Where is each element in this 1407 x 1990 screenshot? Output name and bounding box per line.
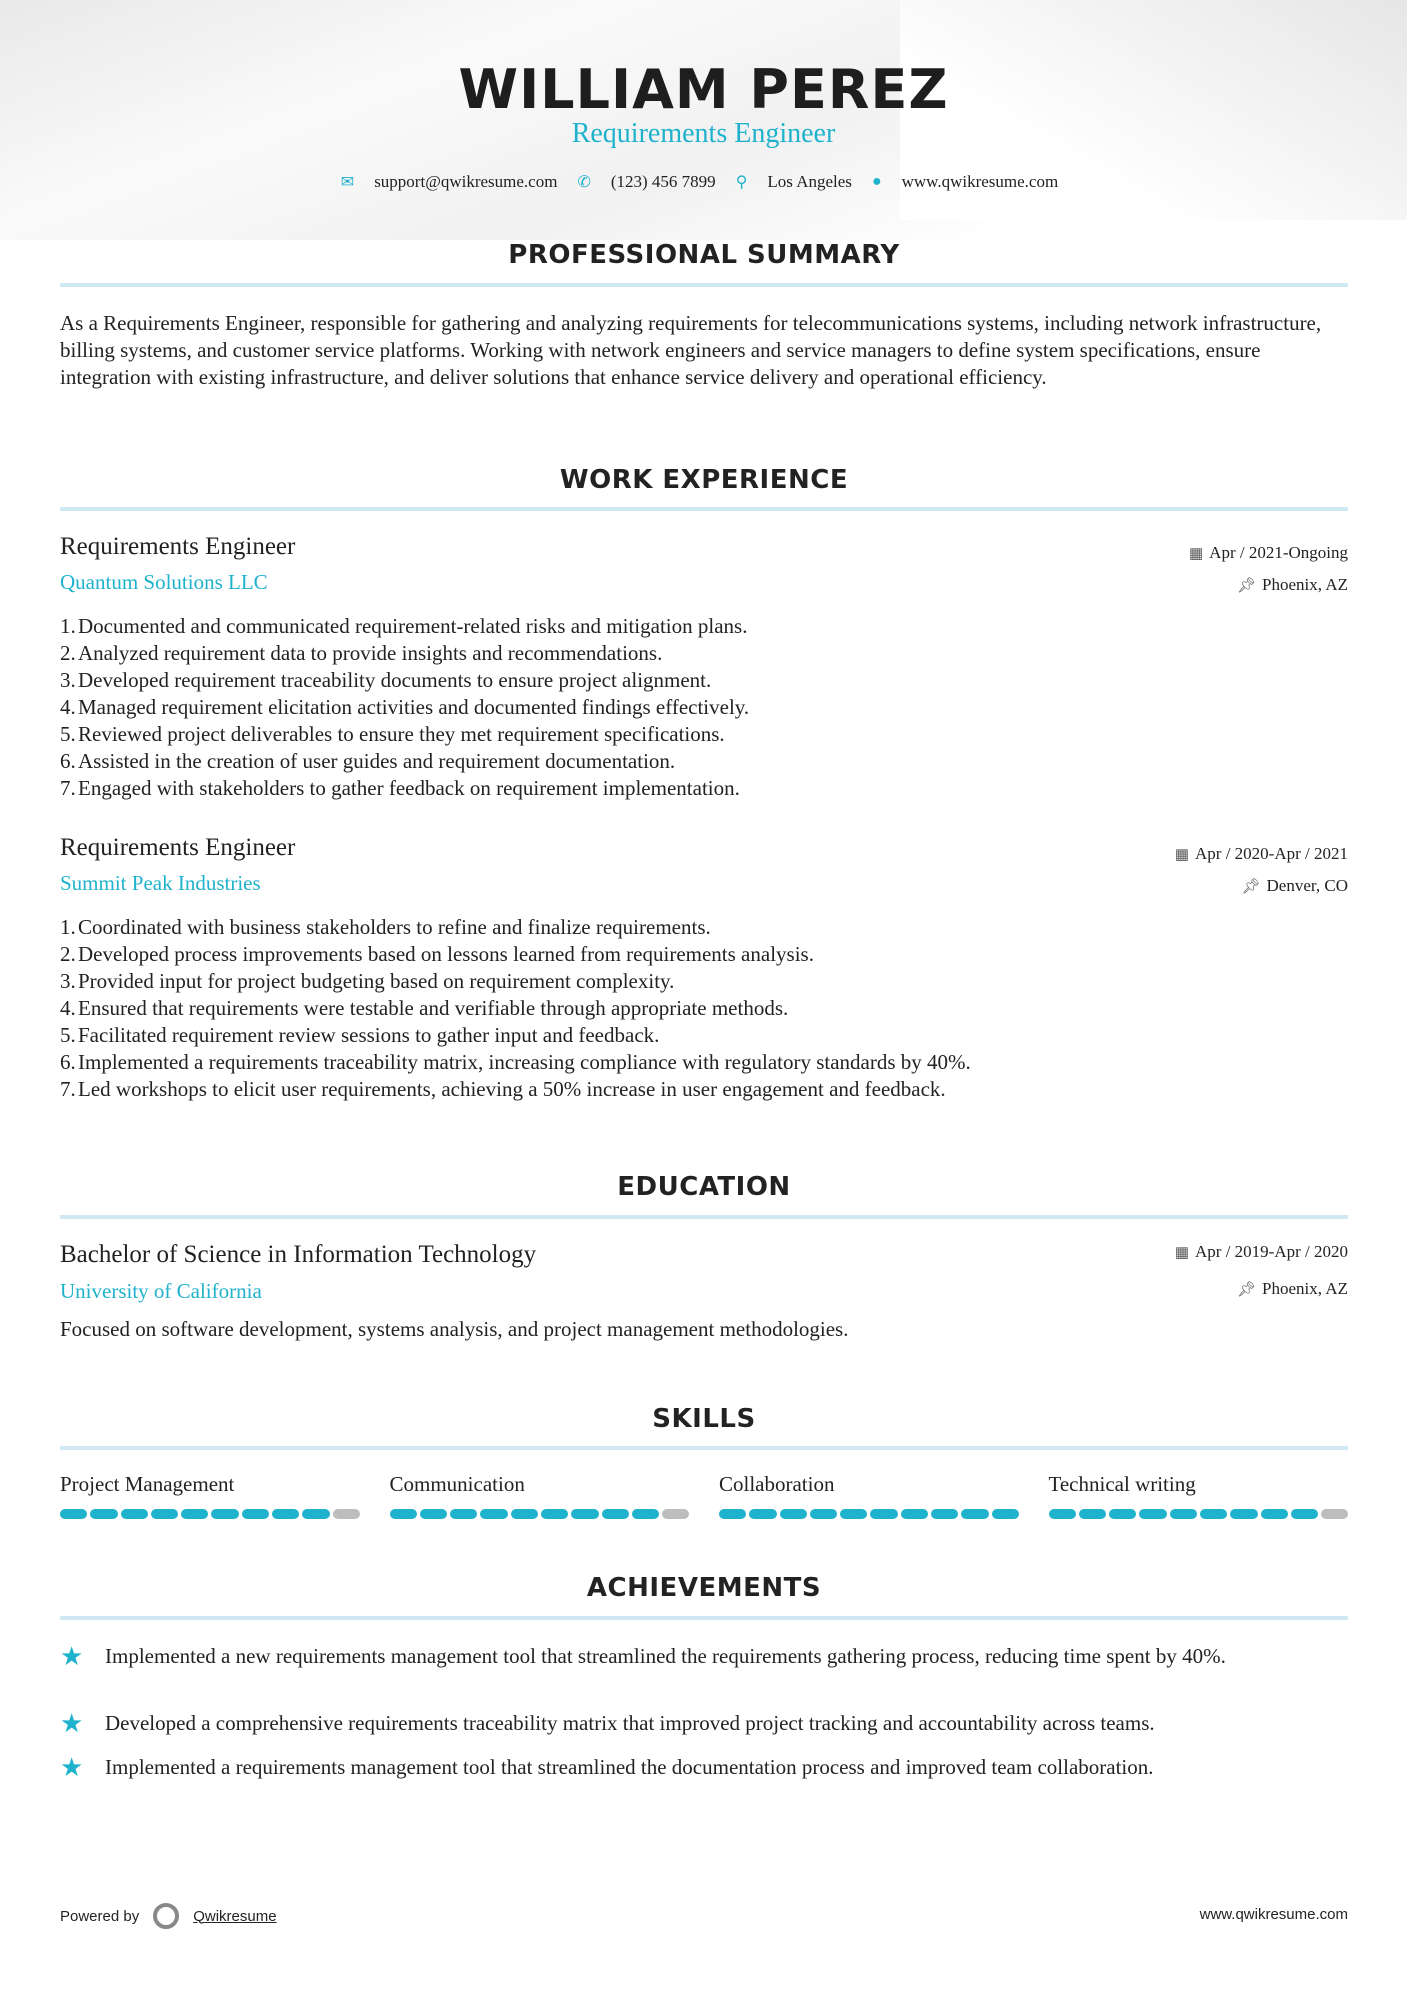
- skill-level-segment: [840, 1509, 867, 1519]
- skill-level-bar: [719, 1509, 1019, 1519]
- bullet-text: Implemented a requirements traceability matrix, increasing compliance with regulatory standards by 40%.: [78, 1050, 971, 1074]
- education-description: Focused on software development, systems analysis, and project management methodologies.: [60, 1317, 849, 1341]
- skill-level-segment: [1109, 1509, 1136, 1519]
- phone-icon: ✆: [577, 174, 591, 191]
- bullet-number: 1.: [60, 614, 76, 638]
- powered-by-label: Powered by: [60, 1907, 140, 1925]
- section-heading-achievements: ACHIEVEMENTS: [586, 1573, 822, 1603]
- skill-item: [60, 1472, 360, 1519]
- skill-level-segment: [1261, 1509, 1288, 1519]
- skill-level-segment: [511, 1509, 538, 1519]
- skill-level-segment: [151, 1509, 178, 1519]
- skill-level-segment: [90, 1509, 117, 1519]
- pin-icon: 📌︎: [1237, 1282, 1257, 1298]
- job-bullet: [60, 995, 1260, 1022]
- skill-name: Collaboration: [719, 1472, 835, 1496]
- achievement-text: Implemented a requirements management tool that streamlined the documentation process and improved team collaboration.: [105, 1755, 1154, 1779]
- phone: (123) 456 7899: [610, 172, 716, 191]
- skill-level-segment: [571, 1509, 598, 1519]
- education-date: [1175, 1242, 1348, 1262]
- skill-level-segment: [602, 1509, 629, 1519]
- education-location-text: Phoenix, AZ: [1262, 1279, 1348, 1298]
- job-bullet: [60, 968, 1260, 995]
- skill-level-segment: [302, 1509, 329, 1519]
- section-divider: [60, 507, 1348, 511]
- bullet-text: Managed requirement elicitation activities and documented findings effectively.: [78, 695, 750, 719]
- skill-name: Communication: [389, 1472, 525, 1496]
- candidate-title: Requirements Engineer: [571, 118, 836, 149]
- job-date: [1175, 844, 1348, 864]
- skill-level-segment: [632, 1509, 659, 1519]
- skill-level-segment: [1079, 1509, 1106, 1519]
- email[interactable]: support@qwikresume.com: [374, 172, 558, 191]
- job-location-text: Phoenix, AZ: [1262, 575, 1348, 594]
- skill-item: [390, 1472, 690, 1519]
- skill-level-segment: [1139, 1509, 1166, 1519]
- location: Los Angeles: [767, 172, 852, 191]
- job-bullet: [60, 613, 1260, 640]
- bullet-text: Developed requirement traceability documents to ensure project alignment.: [78, 668, 712, 692]
- job-date-text: Apr / 2020-Apr / 2021: [1195, 844, 1348, 863]
- bullet-number: 2.: [60, 641, 76, 665]
- job-bullet: [60, 721, 1260, 748]
- job-location-text: Denver, CO: [1266, 876, 1348, 895]
- skill-name: Project Management: [60, 1472, 235, 1496]
- job-title: Requirements Engineer: [60, 834, 296, 861]
- location-pin-icon: ⚲: [735, 174, 748, 191]
- bullet-number: 5.: [60, 1023, 76, 1047]
- skill-name: Technical writing: [1048, 1472, 1196, 1496]
- bullet-number: 3.: [60, 969, 76, 993]
- skill-level-segment: [810, 1509, 837, 1519]
- bullet-number: 2.: [60, 942, 76, 966]
- skill-level-segment: [60, 1509, 87, 1519]
- skill-level-segment: [662, 1509, 689, 1519]
- skill-item: [719, 1472, 1019, 1519]
- skill-level-segment: [211, 1509, 238, 1519]
- job-bullets: [60, 613, 1260, 802]
- bullet-number: 4.: [60, 695, 76, 719]
- bullet-text: Facilitated requirement review sessions to gather input and feedback.: [78, 1023, 660, 1047]
- skill-level-segment: [1170, 1509, 1197, 1519]
- job-bullet: [60, 941, 1260, 968]
- skill-level-segment: [870, 1509, 897, 1519]
- bullet-number: 7.: [60, 1077, 76, 1101]
- skill-level-segment: [961, 1509, 988, 1519]
- education-location: [1237, 1279, 1348, 1299]
- job-bullet: [60, 1049, 1260, 1076]
- website[interactable]: www.qwikresume.com: [901, 172, 1059, 191]
- footer-powered: [60, 1903, 277, 1929]
- skill-level-segment: [719, 1509, 746, 1519]
- calendar-icon: ▦: [1188, 546, 1204, 562]
- company: Summit Peak Industries: [60, 871, 261, 895]
- job-bullet: [60, 914, 1260, 941]
- job-bullet: [60, 694, 1260, 721]
- skill-level-segment: [390, 1509, 417, 1519]
- bullet-text: Reviewed project deliverables to ensure they met requirement specifications.: [78, 722, 725, 746]
- footer-website[interactable]: www.qwikresume.com: [1199, 1906, 1348, 1923]
- achievement-text: Implemented a new requirements management tool that streamlined the requirements gathering process, reducing time spent by 40%.: [105, 1644, 1226, 1668]
- job-date: [1189, 543, 1348, 563]
- bullet-number: 6.: [60, 1050, 76, 1074]
- skill-level-segment: [1291, 1509, 1318, 1519]
- skill-level-bar: [390, 1509, 690, 1519]
- job-bullet: [60, 667, 1260, 694]
- achievement-text: Developed a comprehensive requirements traceability matrix that improved project tracking and accountability across teams.: [105, 1711, 1155, 1735]
- section-heading-summary: PROFESSIONAL SUMMARY: [508, 240, 900, 270]
- skill-level-segment: [1321, 1509, 1348, 1519]
- star-icon: ★: [60, 1753, 84, 1782]
- bullet-number: 3.: [60, 668, 76, 692]
- bullet-text: Provided input for project budgeting based on requirement complexity.: [78, 969, 675, 993]
- skill-level-segment: [121, 1509, 148, 1519]
- job-bullet: [60, 748, 1260, 775]
- skill-level-segment: [181, 1509, 208, 1519]
- bullet-text: Developed process improvements based on lessons learned from requirements analysis.: [78, 942, 814, 966]
- skill-level-segment: [333, 1509, 360, 1519]
- skill-level-segment: [541, 1509, 568, 1519]
- summary-text: As a Requirements Engineer, responsible for gathering and analyzing requirements for telecommunications systems, including network infrastructure, billing systems, and customer service platforms. Working with network engineers and service managers to define system specifications, ensure integration with existing infrastructure, and deliver solutions that enhance service delivery and operational efficiency.: [60, 311, 1322, 389]
- bullet-text: Documented and communicated requirement-related risks and mitigation plans.: [78, 614, 748, 638]
- bullet-text: Coordinated with business stakeholders to refine and finalize requirements.: [78, 915, 711, 939]
- calendar-icon: ▦: [1174, 847, 1190, 863]
- section-divider: [60, 1446, 1348, 1450]
- skill-level-segment: [480, 1509, 507, 1519]
- skill-level-segment: [931, 1509, 958, 1519]
- brand-link[interactable]: Qwikresume: [193, 1907, 277, 1925]
- bullet-number: 1.: [60, 915, 76, 939]
- skill-level-segment: [992, 1509, 1019, 1519]
- achievement-item: [60, 1710, 1350, 1737]
- job-bullet: [60, 640, 1260, 667]
- job-date-text: Apr / 2021-Ongoing: [1209, 543, 1348, 562]
- degree: Bachelor of Science in Information Technology: [60, 1241, 537, 1268]
- bullet-number: 7.: [60, 776, 76, 800]
- calendar-icon: ▦: [1174, 1245, 1190, 1261]
- job-location: [1241, 876, 1348, 896]
- qwikresume-logo-icon: [153, 1903, 179, 1929]
- bullet-text: Engaged with stakeholders to gather feedback on requirement implementation.: [78, 776, 740, 800]
- section-heading-skills: SKILLS: [652, 1404, 756, 1434]
- bullet-number: 6.: [60, 749, 76, 773]
- achievement-item: [60, 1754, 1350, 1781]
- section-divider: [60, 1215, 1348, 1219]
- job-bullet: [60, 775, 1260, 802]
- skill-level-bar: [1049, 1509, 1349, 1519]
- bullet-number: 5.: [60, 722, 76, 746]
- school: University of California: [60, 1279, 262, 1303]
- skill-level-segment: [901, 1509, 928, 1519]
- contact-bar: [0, 172, 1407, 192]
- globe-icon: ●: [871, 173, 882, 190]
- job-bullet: [60, 1076, 1260, 1103]
- skill-item: [1049, 1472, 1349, 1519]
- skill-level-segment: [242, 1509, 269, 1519]
- job-bullet: [60, 1022, 1260, 1049]
- job-location: [1237, 575, 1348, 595]
- skill-level-segment: [420, 1509, 447, 1519]
- bullet-text: Led workshops to elicit user requirements, achieving a 50% increase in user engagement and feedback.: [78, 1077, 946, 1101]
- bullet-text: Assisted in the creation of user guides and requirement documentation.: [78, 749, 676, 773]
- section-divider: [60, 1616, 1348, 1620]
- achievement-item: [60, 1643, 1350, 1670]
- skill-level-segment: [1049, 1509, 1076, 1519]
- job-bullets: [60, 914, 1260, 1103]
- pin-icon: 📌︎: [1241, 879, 1261, 895]
- education-date-text: Apr / 2019-Apr / 2020: [1195, 1242, 1348, 1261]
- skill-level-segment: [749, 1509, 776, 1519]
- skill-level-segment: [450, 1509, 477, 1519]
- star-icon: ★: [60, 1642, 84, 1671]
- star-icon: ★: [60, 1709, 84, 1738]
- section-divider: [60, 283, 1348, 287]
- candidate-name: WILLIAM PEREZ: [458, 58, 949, 121]
- skill-level-segment: [1230, 1509, 1257, 1519]
- job-title: Requirements Engineer: [60, 533, 296, 560]
- email-icon: ✉: [340, 174, 355, 191]
- bullet-text: Ensured that requirements were testable and verifiable through appropriate methods.: [78, 996, 789, 1020]
- section-heading-education: EDUCATION: [617, 1172, 791, 1202]
- skill-level-segment: [1200, 1509, 1227, 1519]
- bullet-number: 4.: [60, 996, 76, 1020]
- skill-level-segment: [272, 1509, 299, 1519]
- bullet-text: Analyzed requirement data to provide insights and recommendations.: [78, 641, 663, 665]
- pin-icon: 📌︎: [1237, 578, 1257, 594]
- company: Quantum Solutions LLC: [60, 570, 268, 594]
- section-heading-work: WORK EXPERIENCE: [559, 465, 849, 495]
- skill-level-bar: [60, 1509, 360, 1519]
- skill-level-segment: [780, 1509, 807, 1519]
